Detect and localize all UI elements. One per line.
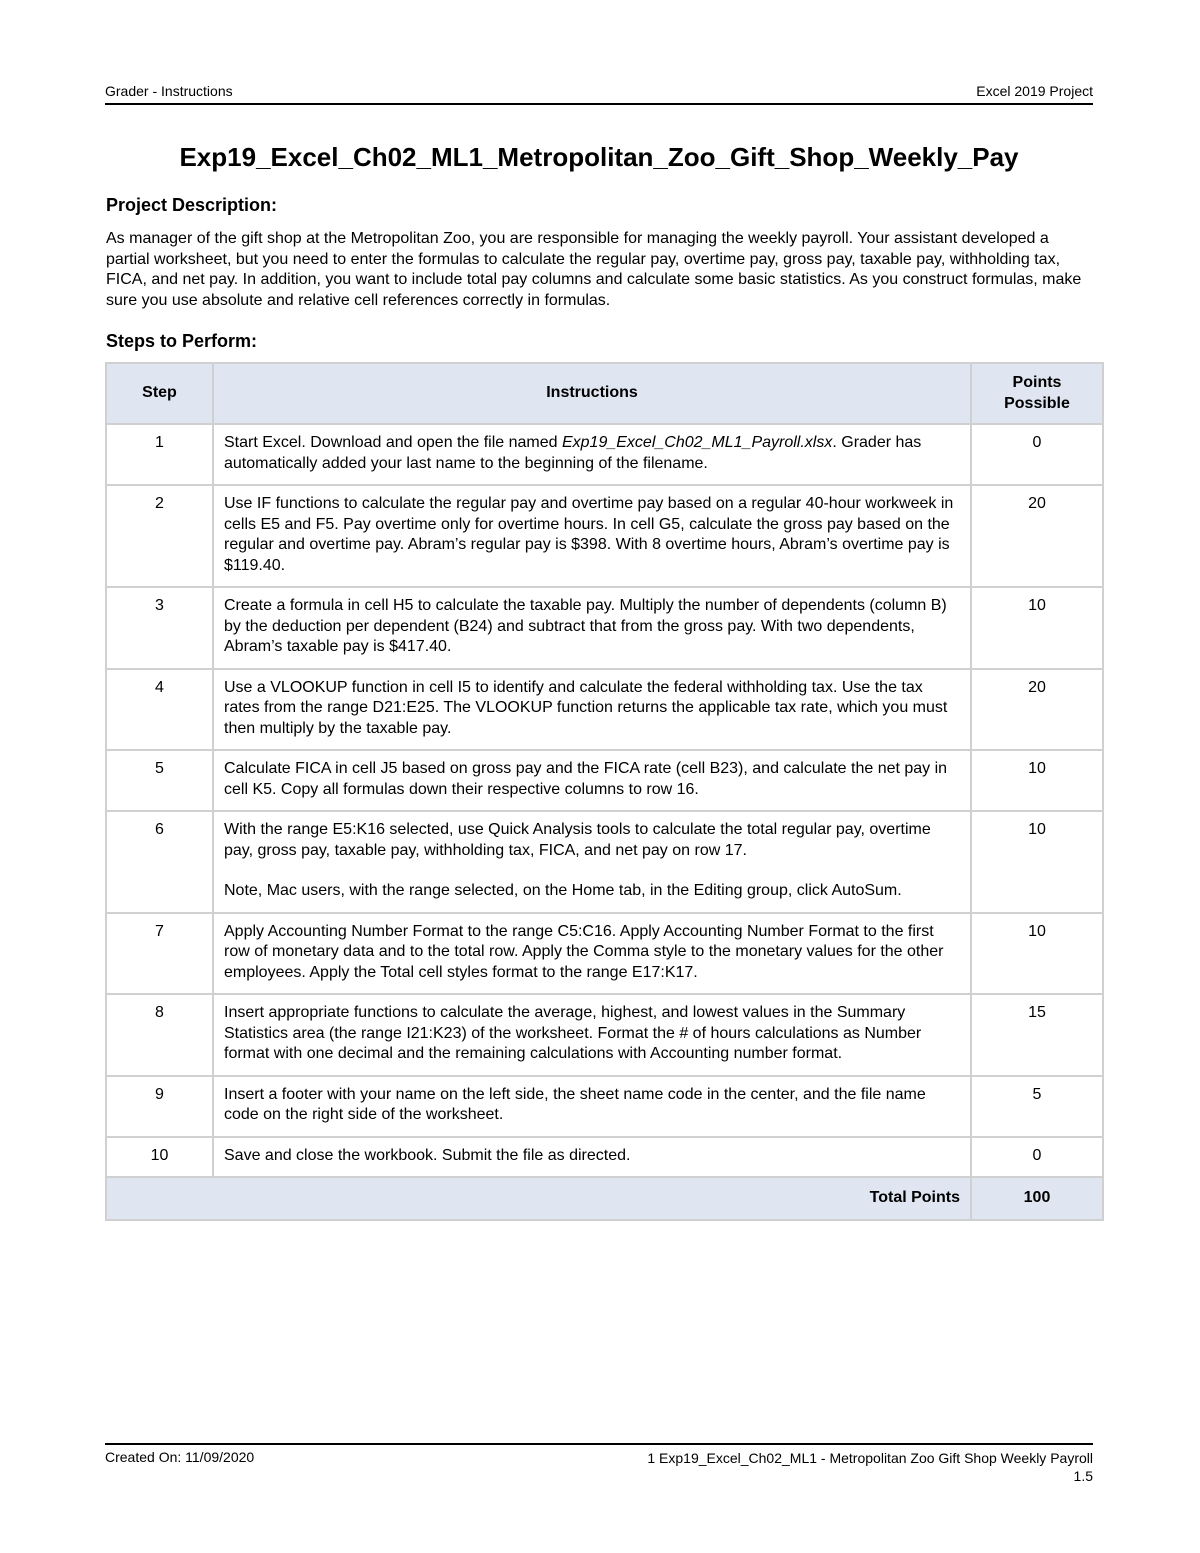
step-instruction: Insert appropriate functions to calculate the average, highest, and lowest values in the Summary Statistics area (the range I21:K23) of the worksheet. Format the # of hours calculations as Number format with one decimal and the remaining calculations with Accounting number format.	[213, 994, 971, 1076]
filename-text: Exp19_Excel_Ch02_ML1_Payroll.xlsx	[561, 434, 833, 451]
step-number: 5	[106, 750, 213, 811]
table-row	[106, 1137, 1103, 1178]
header-right: Excel 2019 Project	[976, 83, 1093, 99]
header-points-label: Points Possible	[1004, 374, 1070, 412]
step-points: 5	[971, 1076, 1103, 1137]
table-row	[106, 913, 1103, 995]
footer-created: Created On: 11/09/2020	[105, 1449, 255, 1465]
header-points	[971, 363, 1103, 424]
step-points: 10	[971, 811, 1103, 913]
step-number: 8	[106, 994, 213, 1076]
project-description-heading: Project Description:	[106, 195, 278, 215]
step-instruction: Apply Accounting Number Format to the range C5:C16. Apply Accounting Number Format to the first row of monetary data and to the total row. Apply the Comma style to the monetary values for the other employees. Apply the Total cell styles format to the range E17:K17.	[213, 913, 971, 995]
step-number: 10	[106, 1137, 213, 1178]
table-row	[106, 994, 1103, 1076]
step-instruction	[213, 424, 971, 485]
step-number: 7	[106, 913, 213, 995]
step-instruction	[213, 811, 971, 913]
header-left: Grader - Instructions	[105, 83, 233, 99]
step-instruction: Save and close the workbook. Submit the file as directed.	[213, 1137, 971, 1178]
step-points: 20	[971, 669, 1103, 751]
page-title: Exp19_Excel_Ch02_ML1_Metropolitan_Zoo_Gift_Shop_Weekly_Pay	[179, 142, 1019, 172]
step-number: 6	[106, 811, 213, 913]
instruction-text: With the range E5:K16 selected, use Quick Analysis tools to calculate the total regular pay, overtime pay, gross pay, taxable pay, withholding tax, FICA, and net pay on row 17.	[224, 821, 931, 859]
instruction-text-cont: . Grader has automatically added your last name to the beginning of the filename.	[224, 434, 922, 472]
step-number: 2	[106, 485, 213, 587]
total-points-value: 100	[971, 1177, 1103, 1220]
step-points: 15	[971, 994, 1103, 1076]
table-row	[106, 1076, 1103, 1137]
total-points-label: Total Points	[106, 1177, 971, 1220]
instruction-text: Start Excel. Download and open the file named	[224, 434, 562, 451]
step-points: 10	[971, 913, 1103, 995]
footer-right	[647, 1449, 1093, 1485]
mac-note: Note, Mac users, with the range selected, on the Home tab, in the Editing group, click AutoSum.	[224, 882, 902, 899]
page-header	[105, 83, 1093, 105]
step-instruction: Insert a footer with your name on the left side, the sheet name code in the center, and the file name code on the right side of the worksheet.	[213, 1076, 971, 1137]
footer-version: 1.5	[1073, 1468, 1093, 1484]
step-points: 10	[971, 750, 1103, 811]
step-points: 20	[971, 485, 1103, 587]
step-instruction: Use a VLOOKUP function in cell I5 to identify and calculate the federal withholding tax. Use the tax rates from the range D21:E25. The VLOOKUP function returns the applicable tax rate, which you must then multiply by the taxable pay.	[213, 669, 971, 751]
step-points: 0	[971, 424, 1103, 485]
step-instruction: Create a formula in cell H5 to calculate the taxable pay. Multiply the number of dependents (column B) by the deduction per dependent (B24) and subtract that from the gross pay. With two dependents, Abram’s taxable pay is $417.40.	[213, 587, 971, 669]
step-points: 10	[971, 587, 1103, 669]
table-row	[106, 669, 1103, 751]
step-number: 4	[106, 669, 213, 751]
step-number: 9	[106, 1076, 213, 1137]
header-instructions: Instructions	[213, 363, 971, 424]
page-footer	[105, 1443, 1093, 1484]
step-instruction: Use IF functions to calculate the regular pay and overtime pay based on a regular 40-hour workweek in cells E5 and F5. Pay overtime only for overtime hours. In cell G5, calculate the gross pay based on the regular and overtime pay. Abram’s regular pay is $398. With 8 overtime hours, Abram’s overtime pay is $119.40.	[213, 485, 971, 587]
table-row	[106, 750, 1103, 811]
project-description-text: As manager of the gift shop at the Metropolitan Zoo, you are responsible for managing the weekly payroll. Your assistant developed a partial worksheet, but you need to enter the formulas to calculate the regular pay, overtime pay, gross pay, taxable pay, withholding tax, FICA, and net pay. In addition, you want to include total pay columns and calculate some basic statistics. As you construct formulas, make sure you use absolute and relative cell references correctly in formulas.	[106, 230, 1082, 309]
table-row	[106, 587, 1103, 669]
step-number: 3	[106, 587, 213, 669]
table-header-row	[106, 363, 1103, 424]
step-points: 0	[971, 1137, 1103, 1178]
step-instruction: Calculate FICA in cell J5 based on gross pay and the FICA rate (cell B23), and calculate the net pay in cell K5. Copy all formulas down their respective columns to row 16.	[213, 750, 971, 811]
table-row	[106, 424, 1103, 485]
total-row	[106, 1177, 1103, 1220]
table-row	[106, 811, 1103, 913]
step-number: 1	[106, 424, 213, 485]
steps-heading: Steps to Perform:	[106, 331, 258, 351]
footer-doc-title: 1 Exp19_Excel_Ch02_ML1 - Metropolitan Zoo Gift Shop Weekly Payroll	[647, 1450, 1093, 1466]
header-step: Step	[106, 363, 213, 424]
table-row	[106, 485, 1103, 587]
steps-table	[105, 362, 1104, 1221]
